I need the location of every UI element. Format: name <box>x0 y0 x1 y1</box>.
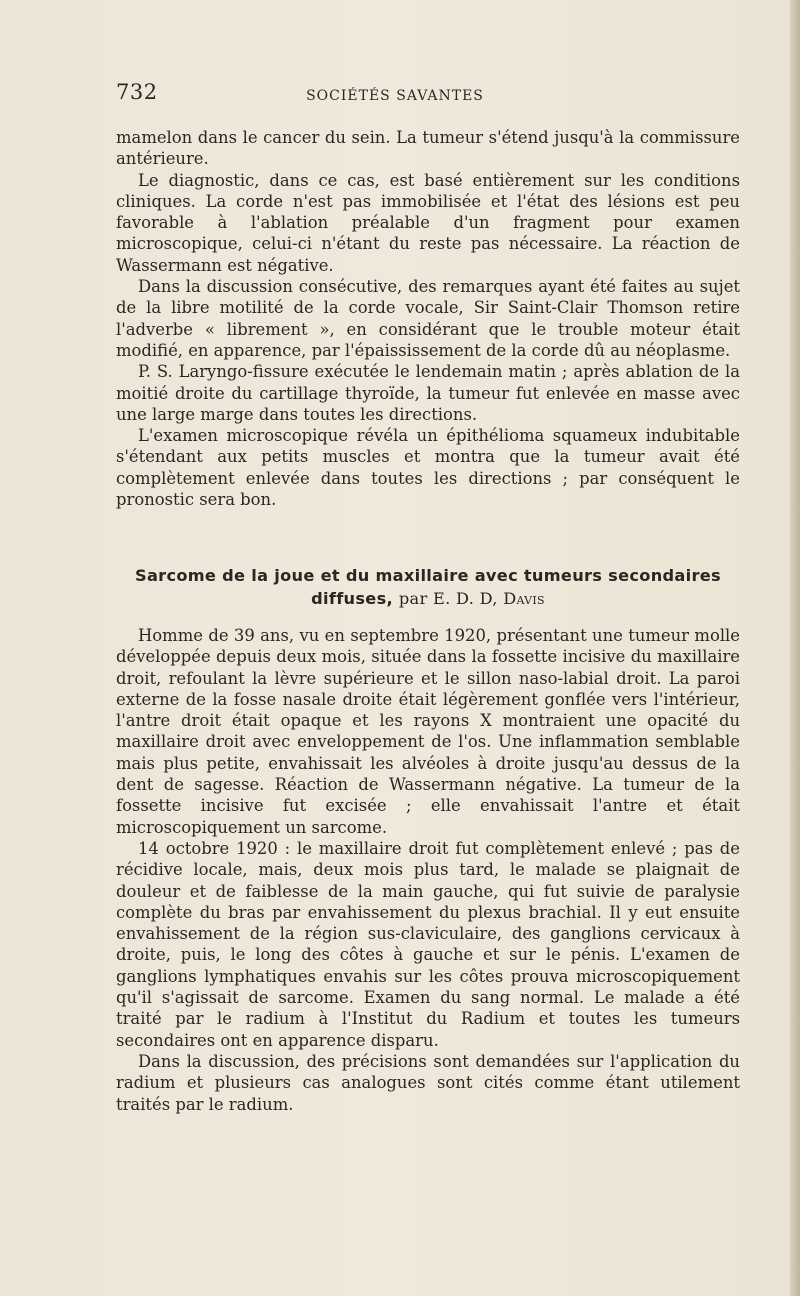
author-name: Davis <box>503 589 545 608</box>
section-title <box>116 564 740 610</box>
paragraph: 14 octobre 1920 : le maxillaire droit fut complètement enlevé ; pas de récidive locale, mais, deux mois plus tard, le malade se plaignait de douleur et de faiblesse de la main gauche, qui fut suivie de paralysie complète du bras par envahissement du plexus brachial. Il y eut ensuite envahissement de la région sus-claviculaire, des ganglions cervicaux à droite, puis, le long des côtes à gauche et sur le pénis. L'examen de ganglions lymphatiques envahis sur les côtes prouva microscopiquement qu'il s'agissait de sarcome. Examen du sang normal. Le malade a été traité par le radium à l'Institut du Radium et toutes les tumeurs secondaires ont en apparence disparu. <box>116 838 740 1050</box>
paragraph: Homme de 39 ans, vu en septembre 1920, présentant une tumeur molle développée depuis deux mois, située dans la fossette incisive du maxillaire droit, refoulant la lèvre supérieure et le sillon naso-labial droit. La paroi externe de la fosse nasale droite était légèrement gonflée vers l'intérieur, l'antre droit était opaque et les rayons X montraient une opacité du maxillaire droit avec enveloppement de l'os. Une inflammation semblable mais plus petite, envahissait les alvéoles à droite jusqu'au dessus de la dent de sagesse. Réaction de Wassermann négative. La tumeur de la fossette incisive fut excisée ; elle envahissait l'antre et était microscopiquement un sarcome. <box>116 626 740 837</box>
paragraph: L'examen microscopique révéla un épithélioma squameux indubitable s'étendant aux petits muscles et montra que la tumeur avait été complètement enlevée dans toutes les directions ; par conséquent le pronostic sera bon. <box>116 426 740 510</box>
page-edge <box>790 0 800 1296</box>
section-2-text <box>116 625 740 1115</box>
section-1-text <box>116 127 740 510</box>
section-title-continuation: diffuses, <box>311 589 393 608</box>
paragraph: Le diagnostic, dans ce cas, est basé entièrement sur les conditions cliniques. La corde n'est pas immobilisée et l'état des lésions est peu favorable à l'ablation préalable d'un fragment pour examen microscopique, celui-ci n'étant du reste pas nécessaire. La réaction de Wassermann est négative. <box>116 170 740 275</box>
byline <box>399 589 545 608</box>
paragraph: Dans la discussion consécutive, des remarques ayant été faites au sujet de la libre motilité de la corde vocale, Sir Saint-Clair Thomson retire l'adverbe « librement », en considérant que le trouble moteur était modifié, en apparence, par l'épaississement de la corde dû au néoplasme. <box>116 277 740 360</box>
running-title: SOCIÉTÉS SAVANTES <box>306 88 484 104</box>
page-number: 732 <box>116 80 158 104</box>
section-title-line-1: Sarcome de la joue et du maxillaire avec tumeurs secondaires <box>134 566 721 585</box>
byline-prefix: par E. D. D, <box>398 589 498 608</box>
section-title-line-2 <box>116 587 740 610</box>
paragraph: mamelon dans le cancer du sein. La tumeur s'étend jusqu'à la commissure antérieure. <box>116 128 740 169</box>
paragraph: P. S. Laryngo-fissure exécutée le lendemain matin ; après ablation de la moitié droite du cartillage thyroïde, la tumeur fut enlevée en masse avec une large marge dans toutes les directions. <box>116 362 740 424</box>
paragraph: Dans la discussion, des précisions sont demandées sur l'application du radium et plusieurs cas analogues sont cités comme étant utilement traités par le radium. <box>116 1051 740 1114</box>
